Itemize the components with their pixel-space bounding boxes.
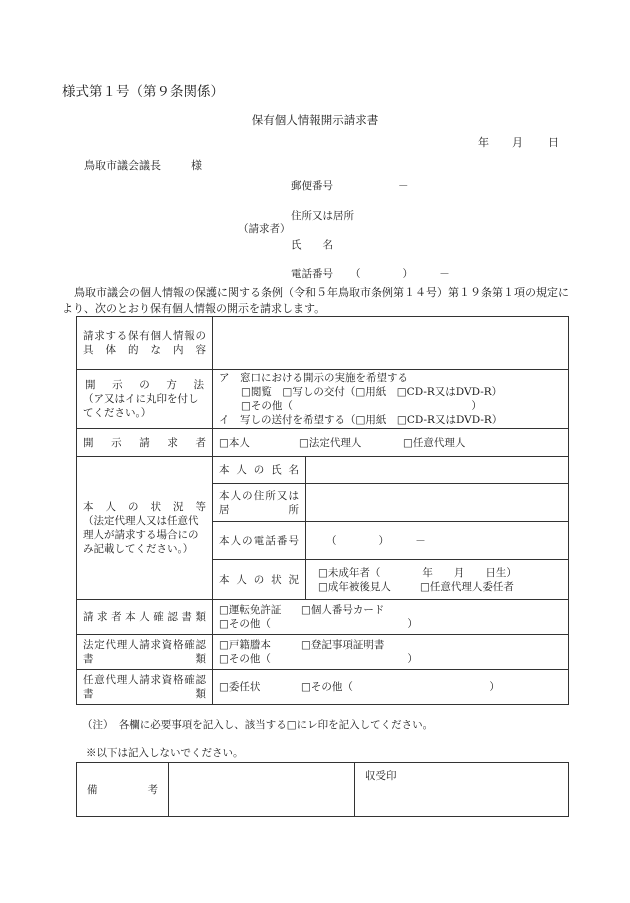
person-status-label-main: 本人の状況等 xyxy=(83,501,206,513)
person-address-field[interactable] xyxy=(306,484,569,522)
person-phone-field[interactable]: （ ） － xyxy=(306,522,569,560)
requester-type-self[interactable]: □本人 xyxy=(219,436,250,449)
person-condition-label: 本人の状況 xyxy=(213,560,306,600)
id-doc-label: 請求者本人確認書類 xyxy=(77,600,213,635)
intro-text: 鳥取市議会の個人情報の保護に関する条例（令和５年鳥取市条例第１４号）第１９条第１項の規定により、次のとおり保有個人情報の開示を請求します。 xyxy=(62,286,569,315)
requester-type-legal[interactable]: □法定代理人 xyxy=(299,436,362,449)
page-title: 保有個人情報開示請求書 xyxy=(251,113,379,127)
date-month: 月 xyxy=(512,136,523,149)
method-a-opt-copy[interactable]: □写しの交付（□用紙 □CD-R又はDVD-R） xyxy=(282,386,503,398)
office-use-row xyxy=(77,763,569,817)
legal-rep-label: 法定代理人請求資格確認書類 xyxy=(77,635,213,670)
person-condition-ward[interactable]: □成年被後見人 xyxy=(318,580,391,593)
person-name-field[interactable] xyxy=(306,457,569,484)
office-instruction: ※以下は記入しないでください。 xyxy=(86,747,244,759)
phone-field[interactable]: （ ） － xyxy=(350,268,450,280)
form-row-id-doc xyxy=(77,600,569,635)
person-phone-label: 本人の電話番号 xyxy=(213,522,306,560)
addressee-suffix: 様 xyxy=(191,159,202,172)
legal-rep-koseki[interactable]: □戸籍謄本 xyxy=(219,639,271,651)
addressee xyxy=(84,157,202,173)
info-label: 請求する保有個人情報の具体的な内容 xyxy=(77,317,213,370)
id-doc-options xyxy=(213,600,569,635)
method-a[interactable]: ア 窓口における開示の実施を希望する xyxy=(219,372,408,384)
voluntary-rep-label: 任意代理人請求資格確認書類 xyxy=(77,670,213,705)
form-row-legal-rep xyxy=(77,635,569,670)
request-form-table xyxy=(76,316,569,705)
remarks-label: 備 考 xyxy=(77,763,169,817)
form-row-person-name xyxy=(77,457,569,484)
method-a-opt-other[interactable]: □その他（ ） xyxy=(241,400,482,412)
requester-label: （請求者） xyxy=(238,223,291,235)
person-condition-minor[interactable]: □未成年者（ 年 月 日生） xyxy=(318,566,517,579)
id-doc-mynumber[interactable]: □個人番号カード xyxy=(301,604,385,616)
addressee-name: 鳥取市議会議長 xyxy=(84,159,161,172)
method-a-options-row1 xyxy=(219,385,562,399)
person-status-label xyxy=(77,457,213,600)
date-year: 年 xyxy=(478,136,489,149)
postal-code-field[interactable]: － xyxy=(398,180,409,192)
person-condition-principal[interactable]: □任意代理人委任者 xyxy=(420,580,514,593)
date-day: 日 xyxy=(548,136,559,149)
form-row-info xyxy=(77,317,569,370)
requester-type-options xyxy=(213,429,569,457)
info-field[interactable] xyxy=(213,317,569,370)
person-address-label: 本人の住所又は居所 xyxy=(213,484,306,522)
person-condition-options xyxy=(306,560,569,600)
method-options xyxy=(213,370,569,429)
person-name-label: 本人の氏名 xyxy=(213,457,306,484)
method-b[interactable]: イ 写しの送付を希望する（□用紙 □CD-R又はDVD-R） xyxy=(219,414,503,426)
person-status-label-note: （法定代理人又は任意代理人が請求する場合にのみ記載してください。） xyxy=(83,515,199,555)
postal-code-label: 郵便番号 xyxy=(291,180,333,192)
note-text: （注） 各欄に必要事項を記入し、該当する□にレ印を記入してください。 xyxy=(82,719,434,731)
address-label: 住所又は居所 xyxy=(291,210,354,222)
method-label xyxy=(77,370,213,429)
requester-type-label: 開示請求者 xyxy=(77,429,213,457)
phone-label: 電話番号 xyxy=(291,268,333,280)
id-doc-license[interactable]: □運転免許証 xyxy=(219,604,282,616)
id-doc-other[interactable]: □その他（ ） xyxy=(219,618,418,630)
voluntary-rep-power-of-attorney[interactable]: □委任状 xyxy=(219,681,261,693)
form-number: 様式第１号（第９条関係） xyxy=(62,84,224,100)
form-row-voluntary-rep xyxy=(77,670,569,705)
legal-rep-other[interactable]: □その他（ ） xyxy=(219,653,418,665)
name-label: 氏 名 xyxy=(291,239,333,251)
method-label-main: 開示の方法 xyxy=(85,379,204,391)
voluntary-rep-options xyxy=(213,670,569,705)
remarks-field xyxy=(169,763,355,817)
voluntary-rep-other[interactable]: □その他（ ） xyxy=(301,681,500,693)
form-row-method xyxy=(77,370,569,429)
requester-type-voluntary[interactable]: □任意代理人 xyxy=(403,436,466,449)
legal-rep-registry[interactable]: □登記事項証明書 xyxy=(301,639,385,651)
legal-rep-options xyxy=(213,635,569,670)
office-use-table xyxy=(76,762,569,817)
form-row-requester-type xyxy=(77,429,569,457)
method-a-opt-view[interactable]: □閲覧 xyxy=(241,386,272,398)
stamp-label: 収受印 xyxy=(355,763,569,817)
method-label-note: （ア又はイに丸印を付してください。） xyxy=(83,393,199,419)
